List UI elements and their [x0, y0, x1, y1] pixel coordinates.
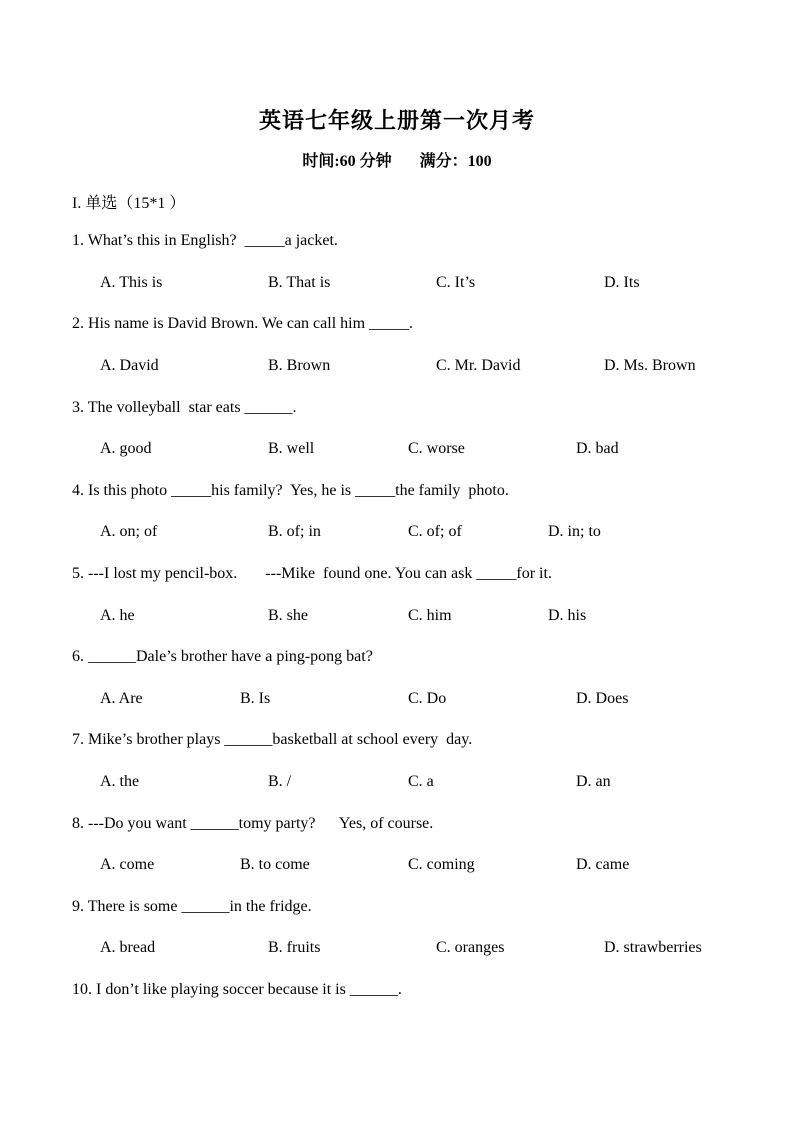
q7-option-c: C. a	[408, 773, 434, 790]
q8-option-a: A. come	[100, 856, 155, 873]
q8-option-d: D. came	[576, 856, 630, 873]
question-9: 9. There is some ______in the fridge.	[72, 898, 312, 915]
q6-option-b: B. Is	[240, 690, 271, 707]
q7-option-d: D. an	[576, 773, 611, 790]
exam-time: 时间:60 分钟	[302, 153, 392, 170]
q6-option-d: D. Does	[576, 690, 629, 707]
q9-option-c: C. oranges	[436, 939, 505, 956]
question-6: 6. ______Dale’s brother have a ping-pong bat?	[72, 648, 373, 665]
q4-option-c: C. of; of	[408, 523, 462, 540]
exam-subtitle	[0, 148, 794, 171]
section-heading: I. 单选（15*1 ）	[72, 195, 186, 212]
q6-option-c: C. Do	[408, 690, 447, 707]
q9-option-b: B. fruits	[268, 939, 321, 956]
question-8: 8. ---Do you want ______tomy party? Yes, of course.	[72, 815, 434, 832]
q3-option-c: C. worse	[408, 440, 465, 457]
q2-option-d: D. Ms. Brown	[604, 357, 696, 374]
exam-title: 英语七年级上册第一次月考	[258, 108, 535, 133]
q4-option-b: B. of; in	[268, 523, 321, 540]
q8-option-c: C. coming	[408, 856, 475, 873]
q7-option-b: B. /	[268, 773, 292, 790]
question-5: 5. ---I lost my pencil-box. ---Mike found one. You can ask _____for it.	[72, 565, 552, 582]
q4-option-d: D. in; to	[548, 523, 601, 540]
q1-option-a: A. This is	[100, 274, 163, 291]
q9-option-d: D. strawberries	[604, 939, 702, 956]
q1-option-b: B. That is	[268, 274, 331, 291]
q4-option-a: A. on; of	[100, 523, 158, 540]
q2-option-b: B. Brown	[268, 357, 331, 374]
q2-option-a: A. David	[100, 357, 159, 374]
question-7: 7. Mike’s brother plays ______basketball at school every day.	[72, 731, 473, 748]
q5-option-a: A. he	[100, 607, 135, 624]
q8-option-b: B. to come	[240, 856, 310, 873]
q9-option-a: A. bread	[100, 939, 156, 956]
question-10: 10. I don’t like playing soccer because it is ______.	[72, 981, 402, 998]
q1-option-d: D. Its	[604, 274, 640, 291]
question-1: 1. What’s this in English? _____a jacket.	[72, 232, 338, 249]
q5-option-b: B. she	[268, 607, 308, 624]
q3-option-b: B. well	[268, 440, 315, 457]
q5-option-c: C. him	[408, 607, 452, 624]
q3-option-a: A. good	[100, 440, 152, 457]
q1-option-c: C. It’s	[436, 274, 476, 291]
q7-option-a: A. the	[100, 773, 140, 790]
q2-option-c: C. Mr. David	[436, 357, 521, 374]
exam-score: 满分：100	[419, 153, 492, 170]
q6-option-a: A. Are	[100, 690, 143, 707]
q5-option-d: D. his	[548, 607, 587, 624]
question-2: 2. His name is David Brown. We can call him _____.	[72, 315, 414, 332]
question-3: 3. The volleyball star eats ______.	[72, 399, 297, 416]
q3-option-d: D. bad	[576, 440, 619, 457]
question-4: 4. Is this photo _____his family? Yes, he is _____the family photo.	[72, 482, 509, 499]
